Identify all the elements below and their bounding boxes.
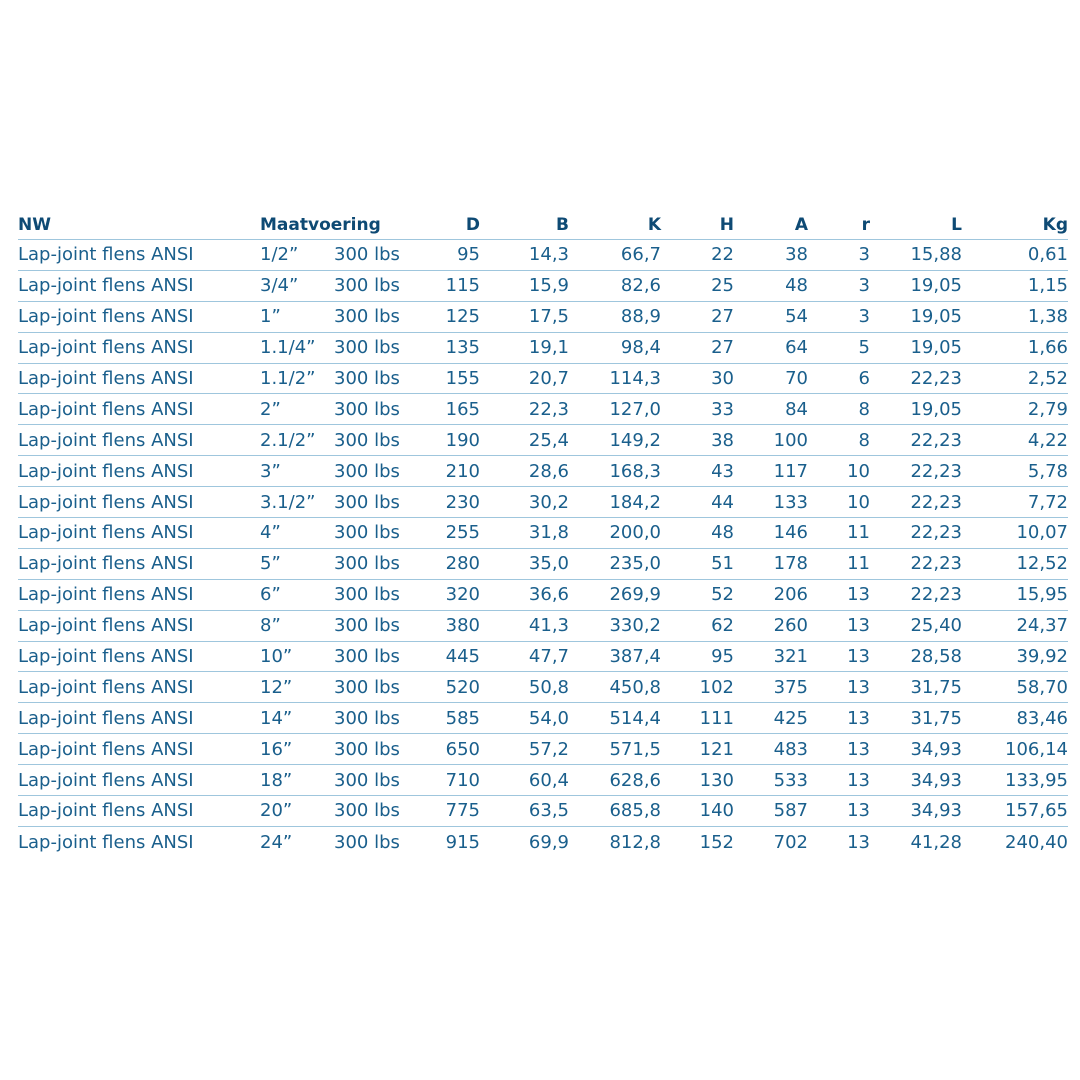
cell-rating: 300 lbs	[334, 368, 400, 389]
cell-kg: 15,95	[1016, 584, 1068, 606]
cell-kg: 10,07	[1016, 522, 1068, 544]
table-row	[18, 611, 1068, 642]
table-body	[18, 240, 1068, 858]
cell-h: 22	[711, 244, 734, 266]
cell-nw: Lap-joint flens ANSI	[18, 244, 194, 266]
cell-a: 100	[773, 429, 808, 451]
table-row	[18, 240, 1068, 271]
cell-h: 27	[711, 306, 734, 328]
cell-kg: 157,65	[1005, 800, 1068, 822]
cell-size: 2.1/2”	[260, 429, 316, 451]
table-row	[18, 796, 1068, 827]
cell-nw: Lap-joint flens ANSI	[18, 707, 194, 729]
cell-b: 20,7	[528, 368, 569, 389]
cell-l: 34,93	[910, 738, 962, 760]
cell-nw: Lap-joint flens ANSI	[18, 615, 194, 637]
cell-size: 18”	[260, 769, 293, 791]
cell-nw: Lap-joint flens ANSI	[18, 491, 194, 513]
cell-size: 1”	[260, 306, 281, 328]
cell-l: 22,23	[910, 522, 962, 544]
cell-b: 30,2	[528, 491, 569, 513]
cell-b: 22,3	[528, 398, 569, 420]
cell-kg: 4,22	[1027, 429, 1068, 451]
cell-l: 19,05	[910, 398, 962, 420]
cell-d: 320	[445, 584, 480, 606]
cell-nw: Lap-joint flens ANSI	[18, 429, 194, 451]
cell-l: 31,75	[910, 707, 962, 729]
cell-a: 375	[773, 676, 808, 698]
cell-k: 127,0	[609, 398, 661, 420]
cell-d: 445	[445, 646, 480, 668]
cell-b: 15,9	[528, 275, 569, 297]
cell-b: 54,0	[528, 707, 569, 729]
cell-d: 380	[445, 615, 480, 637]
cell-b: 17,5	[528, 306, 569, 328]
cell-k: 628,6	[609, 769, 661, 791]
cell-r: 11	[847, 522, 870, 544]
cell-k: 82,6	[620, 275, 661, 297]
header-k: K	[647, 214, 661, 235]
header-kg: Kg	[1042, 214, 1068, 235]
cell-a: 587	[773, 800, 808, 822]
cell-kg: 12,52	[1016, 553, 1068, 575]
cell-size: 14”	[260, 707, 293, 729]
table-row	[18, 394, 1068, 425]
cell-b: 47,7	[528, 646, 569, 668]
cell-kg: 2,52	[1027, 368, 1068, 389]
table-row	[18, 425, 1068, 456]
table-row	[18, 734, 1068, 765]
table-row	[18, 827, 1068, 858]
cell-l: 22,23	[910, 429, 962, 451]
cell-r: 11	[847, 553, 870, 575]
cell-kg: 133,95	[1005, 769, 1068, 791]
cell-d: 710	[445, 769, 480, 791]
cell-a: 702	[773, 831, 808, 853]
cell-k: 200,0	[609, 522, 661, 544]
cell-rating: 300 lbs	[334, 831, 400, 853]
header-r: r	[861, 214, 870, 235]
cell-h: 43	[711, 460, 734, 482]
cell-nw: Lap-joint flens ANSI	[18, 831, 194, 853]
cell-size: 1/2”	[260, 244, 299, 266]
cell-k: 98,4	[620, 337, 661, 359]
cell-l: 19,05	[910, 306, 962, 328]
cell-a: 483	[773, 738, 808, 760]
cell-nw: Lap-joint flens ANSI	[18, 275, 194, 297]
cell-kg: 7,72	[1027, 491, 1068, 513]
cell-l: 25,40	[910, 615, 962, 637]
cell-kg: 106,14	[1005, 738, 1068, 760]
table-row	[18, 765, 1068, 796]
cell-rating: 300 lbs	[334, 429, 400, 451]
cell-size: 1.1/4”	[260, 337, 316, 359]
cell-d: 280	[445, 553, 480, 575]
cell-size: 5”	[260, 553, 281, 575]
cell-r: 6	[858, 368, 870, 389]
cell-kg: 39,92	[1016, 646, 1068, 668]
cell-d: 230	[445, 491, 480, 513]
cell-size: 3/4”	[260, 275, 299, 297]
cell-d: 135	[445, 337, 480, 359]
cell-a: 206	[773, 584, 808, 606]
cell-b: 50,8	[528, 676, 569, 698]
cell-nw: Lap-joint flens ANSI	[18, 522, 194, 544]
cell-rating: 300 lbs	[334, 707, 400, 729]
cell-d: 585	[445, 707, 480, 729]
cell-l: 34,93	[910, 800, 962, 822]
cell-size: 8”	[260, 615, 281, 637]
cell-b: 14,3	[528, 244, 569, 266]
cell-size: 6”	[260, 584, 281, 606]
cell-nw: Lap-joint flens ANSI	[18, 337, 194, 359]
cell-r: 3	[858, 306, 870, 328]
cell-kg: 58,70	[1016, 676, 1068, 698]
cell-l: 22,23	[910, 368, 962, 389]
cell-size: 3”	[260, 460, 281, 482]
cell-r: 8	[858, 429, 870, 451]
cell-h: 38	[711, 429, 734, 451]
cell-k: 450,8	[609, 676, 661, 698]
cell-h: 95	[711, 646, 734, 668]
cell-rating: 300 lbs	[334, 306, 400, 328]
cell-d: 255	[445, 522, 480, 544]
cell-rating: 300 lbs	[334, 491, 400, 513]
cell-a: 425	[773, 707, 808, 729]
cell-k: 149,2	[609, 429, 661, 451]
header-a: A	[794, 214, 808, 235]
cell-nw: Lap-joint flens ANSI	[18, 306, 194, 328]
table-row	[18, 672, 1068, 703]
cell-rating: 300 lbs	[334, 275, 400, 297]
cell-size: 10”	[260, 646, 293, 668]
header-l: L	[951, 214, 962, 235]
header-nw: NW	[18, 214, 51, 235]
cell-rating: 300 lbs	[334, 800, 400, 822]
cell-h: 130	[699, 769, 734, 791]
cell-d: 520	[445, 676, 480, 698]
cell-nw: Lap-joint flens ANSI	[18, 553, 194, 575]
cell-rating: 300 lbs	[334, 769, 400, 791]
cell-h: 33	[711, 398, 734, 420]
table-row	[18, 703, 1068, 734]
cell-r: 10	[847, 491, 870, 513]
cell-l: 19,05	[910, 275, 962, 297]
cell-a: 321	[773, 646, 808, 668]
cell-k: 114,3	[609, 368, 661, 389]
table-row	[18, 642, 1068, 673]
cell-k: 235,0	[609, 553, 661, 575]
header-b: B	[556, 214, 569, 235]
cell-k: 88,9	[620, 306, 661, 328]
cell-r: 13	[847, 707, 870, 729]
cell-b: 36,6	[528, 584, 569, 606]
cell-r: 13	[847, 646, 870, 668]
cell-r: 13	[847, 800, 870, 822]
cell-nw: Lap-joint flens ANSI	[18, 676, 194, 698]
cell-size: 24”	[260, 831, 293, 853]
cell-rating: 300 lbs	[334, 584, 400, 606]
cell-kg: 2,79	[1027, 398, 1068, 420]
cell-k: 330,2	[609, 615, 661, 637]
cell-kg: 1,38	[1027, 306, 1068, 328]
cell-d: 650	[445, 738, 480, 760]
cell-a: 54	[785, 306, 808, 328]
cell-nw: Lap-joint flens ANSI	[18, 800, 194, 822]
cell-size: 2”	[260, 398, 281, 420]
cell-nw: Lap-joint flens ANSI	[18, 584, 194, 606]
cell-l: 28,58	[910, 646, 962, 668]
cell-r: 5	[858, 337, 870, 359]
cell-h: 48	[711, 522, 734, 544]
cell-kg: 24,37	[1016, 615, 1068, 637]
cell-d: 95	[457, 244, 480, 266]
cell-a: 70	[785, 368, 808, 389]
cell-d: 125	[445, 306, 480, 328]
cell-d: 210	[445, 460, 480, 482]
cell-size: 4”	[260, 522, 281, 544]
cell-l: 22,23	[910, 584, 962, 606]
cell-h: 140	[699, 800, 734, 822]
cell-a: 84	[785, 398, 808, 420]
cell-l: 41,28	[910, 831, 962, 853]
cell-r: 10	[847, 460, 870, 482]
cell-a: 48	[785, 275, 808, 297]
table-row	[18, 580, 1068, 611]
cell-r: 13	[847, 831, 870, 853]
cell-kg: 240,40	[1005, 831, 1068, 853]
cell-a: 533	[773, 769, 808, 791]
cell-rating: 300 lbs	[334, 615, 400, 637]
cell-size: 20”	[260, 800, 293, 822]
cell-size: 12”	[260, 676, 293, 698]
cell-h: 44	[711, 491, 734, 513]
cell-kg: 83,46	[1016, 707, 1068, 729]
header-maatvoering: Maatvoering	[260, 214, 381, 235]
cell-h: 52	[711, 584, 734, 606]
table-row	[18, 518, 1068, 549]
cell-kg: 1,66	[1027, 337, 1068, 359]
cell-r: 13	[847, 584, 870, 606]
header-d: D	[465, 214, 480, 235]
cell-d: 165	[445, 398, 480, 420]
cell-r: 8	[858, 398, 870, 420]
cell-r: 13	[847, 769, 870, 791]
cell-h: 111	[699, 707, 734, 729]
cell-r: 3	[858, 275, 870, 297]
cell-h: 30	[711, 368, 734, 389]
table-row	[18, 333, 1068, 364]
cell-l: 15,88	[910, 244, 962, 266]
header-h: H	[719, 214, 734, 235]
cell-b: 19,1	[528, 337, 569, 359]
cell-k: 685,8	[609, 800, 661, 822]
cell-a: 146	[773, 522, 808, 544]
cell-r: 13	[847, 738, 870, 760]
cell-kg: 5,78	[1027, 460, 1068, 482]
cell-kg: 0,61	[1027, 244, 1068, 266]
cell-size: 1.1/2”	[260, 368, 316, 389]
cell-nw: Lap-joint flens ANSI	[18, 460, 194, 482]
cell-k: 184,2	[609, 491, 661, 513]
cell-b: 41,3	[528, 615, 569, 637]
cell-l: 22,23	[910, 460, 962, 482]
cell-a: 117	[773, 460, 808, 482]
cell-h: 27	[711, 337, 734, 359]
cell-k: 66,7	[620, 244, 661, 266]
cell-b: 69,9	[528, 831, 569, 853]
cell-a: 178	[773, 553, 808, 575]
cell-rating: 300 lbs	[334, 522, 400, 544]
table-row	[18, 487, 1068, 518]
cell-d: 155	[445, 368, 480, 389]
cell-d: 115	[445, 275, 480, 297]
cell-k: 812,8	[609, 831, 661, 853]
cell-nw: Lap-joint flens ANSI	[18, 769, 194, 791]
cell-l: 19,05	[910, 337, 962, 359]
cell-k: 514,4	[609, 707, 661, 729]
cell-a: 133	[773, 491, 808, 513]
cell-a: 64	[785, 337, 808, 359]
cell-rating: 300 lbs	[334, 646, 400, 668]
cell-nw: Lap-joint flens ANSI	[18, 398, 194, 420]
cell-k: 269,9	[609, 584, 661, 606]
cell-l: 22,23	[910, 491, 962, 513]
cell-b: 57,2	[528, 738, 569, 760]
cell-h: 121	[699, 738, 734, 760]
table-row	[18, 364, 1068, 395]
table-row	[18, 549, 1068, 580]
cell-size: 16”	[260, 738, 293, 760]
cell-k: 571,5	[609, 738, 661, 760]
cell-h: 62	[711, 615, 734, 637]
cell-rating: 300 lbs	[334, 553, 400, 575]
cell-rating: 300 lbs	[334, 398, 400, 420]
cell-kg: 1,15	[1027, 275, 1068, 297]
cell-b: 35,0	[528, 553, 569, 575]
cell-rating: 300 lbs	[334, 738, 400, 760]
cell-h: 102	[699, 676, 734, 698]
cell-b: 60,4	[528, 769, 569, 791]
cell-b: 31,8	[528, 522, 569, 544]
cell-r: 3	[858, 244, 870, 266]
cell-r: 13	[847, 615, 870, 637]
cell-b: 63,5	[528, 800, 569, 822]
cell-l: 31,75	[910, 676, 962, 698]
table-row	[18, 302, 1068, 333]
table-header-row	[18, 210, 1068, 240]
cell-k: 168,3	[609, 460, 661, 482]
cell-d: 775	[445, 800, 480, 822]
cell-a: 260	[773, 615, 808, 637]
cell-b: 25,4	[528, 429, 569, 451]
flange-table	[18, 210, 1068, 858]
cell-rating: 300 lbs	[334, 676, 400, 698]
cell-k: 387,4	[609, 646, 661, 668]
cell-rating: 300 lbs	[334, 337, 400, 359]
table-row	[18, 271, 1068, 302]
cell-b: 28,6	[528, 460, 569, 482]
cell-rating: 300 lbs	[334, 244, 400, 266]
cell-size: 3.1/2”	[260, 491, 316, 513]
cell-h: 51	[711, 553, 734, 575]
cell-h: 25	[711, 275, 734, 297]
cell-l: 22,23	[910, 553, 962, 575]
cell-r: 13	[847, 676, 870, 698]
cell-nw: Lap-joint flens ANSI	[18, 738, 194, 760]
cell-a: 38	[785, 244, 808, 266]
cell-h: 152	[699, 831, 734, 853]
cell-nw: Lap-joint flens ANSI	[18, 646, 194, 668]
cell-d: 915	[445, 831, 480, 853]
cell-rating: 300 lbs	[334, 460, 400, 482]
cell-l: 34,93	[910, 769, 962, 791]
table-row	[18, 456, 1068, 487]
cell-d: 190	[445, 429, 480, 451]
cell-nw: Lap-joint flens ANSI	[18, 368, 194, 389]
